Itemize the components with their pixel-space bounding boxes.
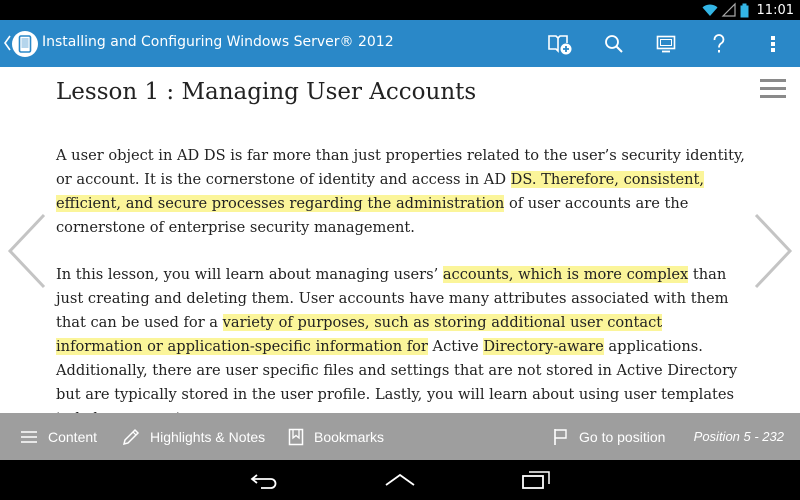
wifi-icon — [702, 3, 718, 17]
go-to-position-label: Go to position — [579, 428, 666, 445]
app-logo-icon[interactable] — [12, 31, 38, 57]
next-page-arrow-icon[interactable] — [752, 213, 794, 289]
highlight[interactable]: DS. Therefore, consistent, efficient, and secure processes regarding the administration — [56, 171, 704, 212]
paragraph-2 — [56, 263, 746, 431]
pencil-icon — [122, 428, 140, 446]
bookmark-icon — [288, 428, 304, 446]
list-icon — [20, 430, 38, 444]
highlights-label: Highlights & Notes — [150, 428, 266, 445]
content-label: Content — [48, 428, 98, 445]
help-button[interactable] — [705, 30, 733, 58]
display-settings-button[interactable] — [652, 30, 680, 58]
help-icon — [712, 34, 726, 54]
text-run: Active — [427, 338, 484, 355]
chapter-menu-icon[interactable] — [760, 79, 786, 99]
highlights-notes-button[interactable] — [122, 413, 265, 460]
search-icon — [604, 34, 624, 54]
bookmarks-button[interactable] — [288, 413, 384, 460]
up-caret-icon[interactable] — [3, 34, 11, 52]
lesson-title: Lesson 1 : Managing User Accounts — [56, 79, 477, 105]
previous-page-arrow-icon[interactable] — [6, 213, 48, 289]
home-button[interactable] — [384, 468, 416, 492]
overflow-menu-button[interactable] — [759, 30, 787, 58]
display-icon — [656, 35, 676, 53]
app-bar — [0, 20, 800, 67]
signal-icon — [722, 3, 736, 17]
app-title: Installing and Configuring Windows Server® 2012 — [42, 34, 394, 50]
text-run: of user accounts are the cornerstone of enterprise security management. — [56, 195, 689, 236]
overflow-menu-icon — [770, 35, 776, 53]
back-button[interactable] — [248, 468, 280, 492]
bottom-toolbar — [0, 413, 800, 460]
text-run: applications. Additionally, there are user specific files and settings that are not stored in Active Directory but are typically stored in the user profile. Lastly, you will learn about using user templates — [56, 338, 738, 403]
battery-icon — [740, 3, 749, 18]
text-run: In this lesson, you will learn about managing users’ — [56, 266, 443, 283]
status-icons — [702, 2, 794, 18]
highlight[interactable]: variety of purposes, such as storing additional user contact information or application-specific information for — [56, 314, 663, 355]
highlight[interactable]: Directory-aware — [483, 338, 604, 355]
text-run: than just creating and deleting them. User accounts have many attributes associated with them that can be used for a — [56, 266, 729, 331]
position-indicator: Position 5 - 232 — [693, 429, 784, 444]
home-icon — [384, 471, 416, 489]
content-button[interactable] — [20, 413, 97, 460]
bookmarks-label: Bookmarks — [314, 428, 385, 445]
search-button[interactable] — [600, 30, 628, 58]
status-bar — [0, 0, 800, 20]
highlight[interactable]: accounts, which is more complex — [442, 266, 689, 283]
add-to-library-icon — [547, 33, 573, 55]
reader-page[interactable] — [0, 67, 800, 413]
paragraph-1 — [56, 144, 746, 240]
system-nav-bar — [0, 460, 800, 500]
status-time: 11:01 — [756, 2, 794, 18]
recents-button[interactable] — [520, 468, 552, 492]
go-to-position-button[interactable] — [553, 413, 665, 460]
text-run: A user object in AD DS is far more than just properties related to the user’s security identity, or account. It is the cornerstone of identity and access in AD — [56, 147, 745, 188]
flag-icon — [553, 428, 569, 446]
back-icon — [249, 471, 279, 489]
add-to-library-button[interactable] — [546, 30, 574, 58]
recents-icon — [521, 470, 551, 490]
